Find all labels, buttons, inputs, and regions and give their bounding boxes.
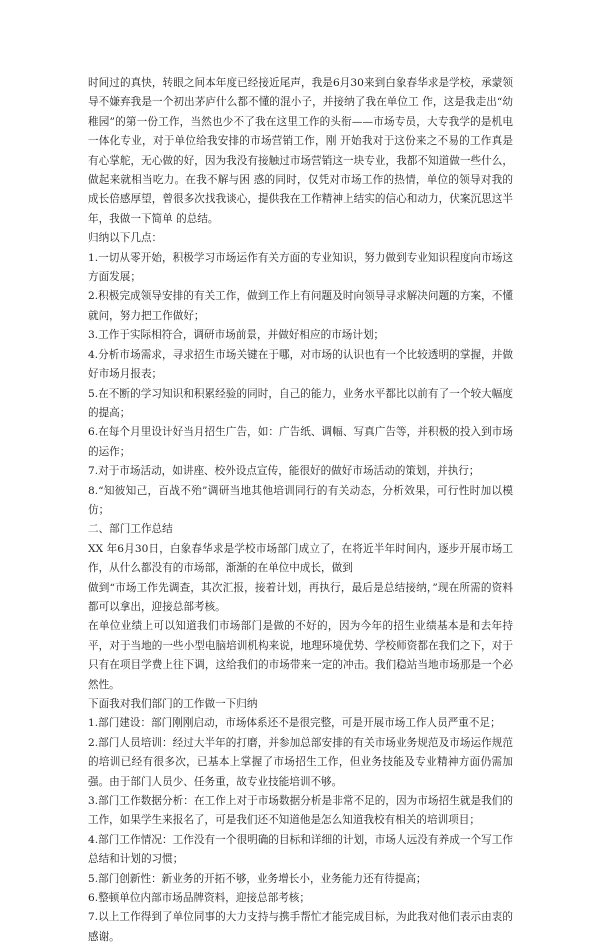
list-item: 1.部门建设：部门刚刚启动，市场体系还不是很完整，可是开展市场工作人员严重不足； [88, 717, 501, 730]
list-item: 5.部门创新性：新业务的开拓不够，业务增长小，业务能力还有待提高； [88, 872, 427, 885]
list-item: 3.工作于实际相符合，调研市场前景，并做好相应的市场计划； [88, 329, 385, 342]
list-item: 7.以上工作得到了单位同事的大力支持与携手帮忙才能完成目标，为此我对他们表示由衷的感谢。 [88, 911, 513, 943]
list-item: 8.“知彼知己，百战不殆”调研当地其他培训同行的有关动态，分析效果，可行性时加以模仿； [88, 484, 513, 516]
body-paragraph: XX 年6月30日，白象春华求是学校市场部门成立了，在将近半年时间内，逐步开展市场工作，从什么都没有的市场部，渐渐的在单位中成长，做到 [88, 542, 513, 575]
section-heading: 二、部门工作总结 [88, 523, 173, 536]
section-heading: 下面我对我们部门的工作做一下归纳 [88, 698, 258, 710]
intro-paragraph: 时间过的真快，转眼之间本年度已经接近尾声，我是6月30来到白象春华求是学校，承蒙领导不嫌弃我是一个初出茅庐什么都不懂的混小子，并接纳了我在单位工 作，这是我走出“幼稚园”的第一份工作，当然也少不了我在这里工作的头衔——市场专员，大专我学的是机电一体化专业，对于单位给我安排的市场营销工作，刚 开始我对于这份来之不易的工作真是有心掌舵，无心做的好，因为我没有接触过市场营销这一块专业，我都不知道做一些什么，做起来就相当吃力。在我不解与困 惑的同时，仅凭对市场工作的热情，单位的领导对我的成长倍感厚望，曾很多次找我谈心，提供我在工作精神上结实的信心和动力，伏案沉思这半年，我做一下简单 的总结。 [88, 77, 513, 225]
summary-heading: 归纳以下几点： [88, 232, 163, 245]
list-item: 4.分析市场需求，寻求招生市场关键在于哪，对市场的认识也有一个比较透明的掌握，并做好市场月报表； [88, 348, 513, 381]
list-item: 2.积极完成领导安排的有关工作，做到工作上有问题及时向领导寻求解决问题的方案，不懂就问，努力把工作做好； [88, 290, 513, 322]
list-item: 6.整顿单位内部市场品牌资料，迎接总部考核； [88, 892, 310, 905]
list-item: 2.部门人员培训：经过大半年的打磨，并参加总部安排的有关市场业务规范及市场运作规范的培训已经有很多次，已基本上掌握了市场招生工作，但业务技能及专业精神方面仍需加强。由于部门人员少、任务重，故专业技能培训不够。 [88, 736, 513, 788]
list-item: 1.一切从零开始，积极学习市场运作有关方面的专业知识，努力做到专业知识程度向市场这方面发展； [88, 251, 513, 284]
body-paragraph: 在单位业绩上可以知道我们市场部门是做的不好的，因为今年的招生业绩基本是和去年持平，对于当地的一些小型电脑培训机构来说，地理环境优势、学校师资都在我们之下，对于只有在项目学费上往下调，这给我们的市场带来一定的冲击。我们稳站当地市场那是一个必然性。 [88, 620, 513, 691]
list-item: 4.部门工作情况：工作没有一个很明确的目标和详细的计划，市场人远没有养成一个写工作总结和计划的习惯； [88, 833, 513, 866]
list-item: 7.对于市场活动，如讲座、校外设点宣传，能很好的做好市场活动的策划，并执行； [88, 465, 480, 478]
document-body [88, 74, 513, 947]
list-item: 5.在不断的学习知识和积累经验的同时，自己的能力，业务水平都比以前有了一个较大幅度的提高； [88, 387, 513, 419]
body-paragraph: 做到“市场工作先调查，其次汇报，接着计划，再执行，最后是总结接纳，”现在所需的资料都可以拿出，迎接总部考核。 [88, 581, 513, 613]
list-item: 6.在每个月里设计好当月招生广告，如：广告纸、调幅、写真广告等，并积极的投入到市场的运作； [88, 426, 513, 458]
list-item: 3.部门工作数据分析：在工作上对于市场数据分析是非常不足的，因为市场招生就是我们的工作，如果学生来报名了，可是我们还不知道他是怎么知道我校有相关的培训项目； [88, 795, 513, 827]
